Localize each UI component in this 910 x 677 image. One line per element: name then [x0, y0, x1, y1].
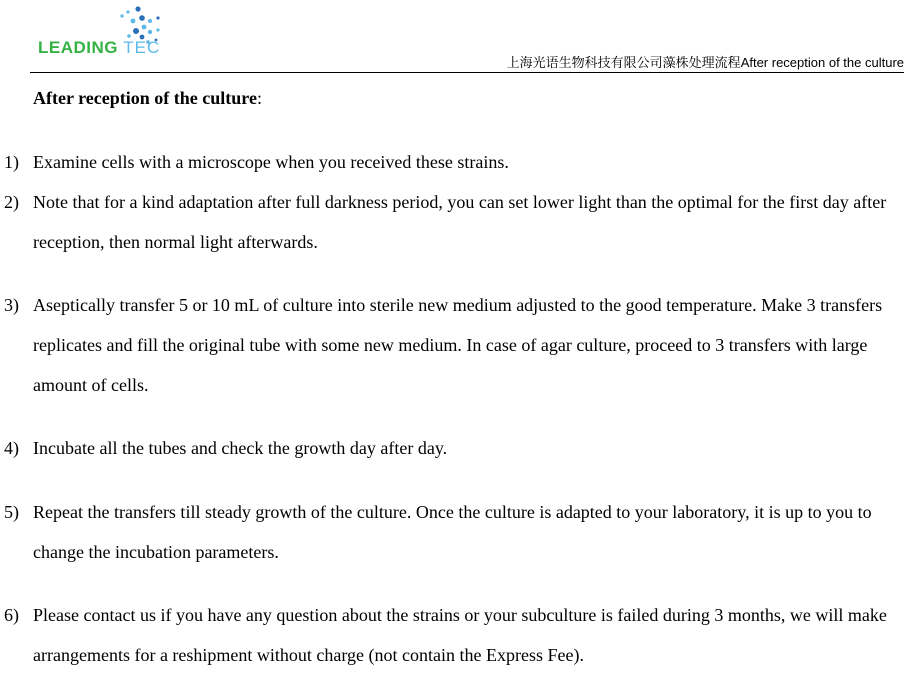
step-number: 2) [4, 192, 19, 212]
logo-wordmark-tec: TEC [123, 38, 161, 57]
document-title-colon: : [256, 88, 262, 108]
step-number: 4) [4, 438, 19, 458]
step-text: Note that for a kind adaptation after full darkness period, you can set lower light than the optimal for the first day after reception, then normal light afterwards. [33, 192, 887, 252]
step-text: Examine cells with a microscope when you received these strains. [33, 152, 509, 172]
company-logo [38, 4, 198, 60]
step-number: 1) [4, 152, 19, 172]
running-title-chinese: 上海光语生物科技有限公司藻株处理流程 [506, 56, 741, 71]
document-title [33, 88, 262, 109]
logo-wordmark-lead: LEADING [38, 38, 118, 57]
running-title [507, 52, 904, 71]
header-divider [30, 72, 904, 73]
step-number: 3) [4, 295, 19, 315]
step-number: 5) [4, 502, 19, 522]
step-text: Repeat the transfers till steady growth of the culture. Once the culture is adapted to your laboratory, it is up to you to change the incubation parameters. [33, 502, 872, 562]
step-text: Please contact us if you have any question about the strains or your subculture is failed during 3 months, we will make arrangements for a reshipment without charge (not contain the Express Fee). [33, 605, 887, 665]
step-text: Incubate all the tubes and check the growth day after day. [33, 438, 448, 458]
running-title-english: After reception of the culture [740, 55, 904, 70]
document-title-text: After reception of the culture [33, 88, 257, 108]
step-text: Aseptically transfer 5 or 10 mL of culture into sterile new medium adjusted to the good temperature. Make 3 transfers replicates and fill the original tube with some new medium. In case of agar culture, proceed to 3 transfers with large amount of cells. [33, 295, 883, 395]
step-number: 6) [4, 605, 19, 625]
logo-wordmark [38, 38, 160, 58]
page-header [0, 0, 910, 75]
